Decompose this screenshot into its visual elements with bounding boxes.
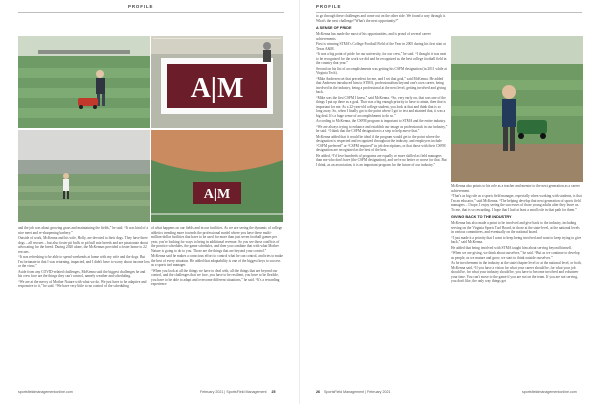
paragraph: and the job was about growing grass and maintaining the fields,” he said. “It was kind of a nice meet and re-sharpening barbery.”	[18, 226, 149, 235]
mower-photo-graphic	[18, 36, 150, 128]
paragraph: McKenna has made the most of his opportunities, and is proud of several career achievements.	[316, 32, 431, 41]
photo-stadium-grounds	[18, 130, 150, 222]
paragraph: He added, “I'd love hundreds of programs are equally or more skilled as field managers than me who don't have (the CSFM designation), and we're no better or worse for that. But I think, as an association, it is an important program for the future of our industry.”	[316, 153, 447, 167]
left-column-2	[151, 226, 283, 388]
running-head: PROFILE	[316, 4, 342, 9]
groundskeeper-photo-graphic	[451, 36, 583, 182]
header-rule	[316, 12, 582, 13]
infield-photo-graphic	[151, 130, 283, 222]
right-column-1	[316, 14, 448, 386]
footer-issue: 26 SportsField Management | February 2021	[316, 390, 391, 394]
page-number: 26	[316, 390, 320, 394]
paragraph: Aside from any COVID-related challenges, McKenna said the biggest challenges he and his crew face are the things they can't control, namely weather and scheduling.	[18, 269, 146, 278]
paragraph: As he involvement in the industry at the state/chapter level or at the national level, or both, McKenna said, “If you have a vision for what your career should be, for what your job should be, for what your industry should be, you have to become involved and volunteer your time. You can't move to the game if you are not on the team. If you are not serving, you don't like, the only way things get	[451, 261, 582, 283]
header-rule	[18, 12, 284, 13]
paragraph: “We are at the mercy of Mother Nature with what we do. We just have to be adaptive and responsive to it,” he said. “We have very little to no control of the scheduling	[18, 279, 147, 288]
footer-magazine: SportsField Management	[324, 390, 365, 394]
section-heading-giving-back: GIVING BACK TO THE INDUSTRY	[451, 215, 512, 219]
paragraph: “When you look at all the things we have to deal with, all the things that are beyond our control, and the challenges that we face, you have to be resilient, you have to be flexible, you have to be able to adapt and overcome different situations,” he said. “It's a rewarding experience	[151, 268, 280, 286]
paragraph: to go through these challenges and come out on the other side. We found a way through it. What's the next challenge? What's the next opportunity?”	[316, 14, 446, 23]
tamu-logo: A|M	[190, 73, 244, 104]
footer-issue-date: February 2021	[367, 390, 391, 394]
running-head: PROFILE	[128, 4, 154, 9]
paragraph: McKenna added that it would be ideal if the program would get to the point where the designation is respected and recognized throughout the industry, and employers include “CSFM preferred” or “CSFM required” in job descriptions, or that those with their CSFM designation are recognized as the best of the best.	[316, 134, 446, 152]
tamu-logo-small: A|M	[203, 187, 231, 202]
footer-url[interactable]: sportsfieldmanagementonline.com	[18, 390, 73, 394]
paragraph: of what happens on our fields and in our facilities. As we are seeing the dynamic of college athletics trending more towards the professional model where you have these multi-million-dollar facilities that have to be used for more than just seven football games per year, you're looking for ways to bring in additional revenue. So you see those conflicts of the practice schedules, the game schedules, and then you combine that with what Mother Nature is going to do to you. Those are the things that are beyond your control.”	[151, 226, 283, 253]
paragraph: “When we are giving, we think about ourselves,” he said. “But as we continue to develop as people, as we mature and grow, we start to think outside ourselves.”	[451, 251, 580, 260]
photo-groundskeeper	[451, 36, 583, 182]
paragraph: He added that being involved with STMA taught him about serving beyond himself.	[451, 245, 573, 250]
photo-field-logo	[151, 36, 283, 128]
page-number: 25	[271, 390, 276, 394]
right-page	[300, 0, 600, 404]
paragraph: McKenna said he makes a conscious effort to control what he can control, and tries to make the best of every situation. He added that adaptability is one of the biggest keys to success as a sports turf manager.	[151, 254, 283, 267]
paragraph: “That's as big role as a sports field manager, especially when working with students, is that I'm an educator,” said McKenna. “The helping develop that next generation of sports field managers – I hope, I enjoy seeing the successes of those young adults after they leave us. To me, that is so rewarding. I hope that I had at least a small role in that path for them.”	[451, 194, 582, 212]
left-column-1	[18, 226, 150, 388]
paragraph: “Mike Andresen set that precedent for me, and I set that goal,” said McKenna. He added that Andresen introduced him to STMA, professionalism beyond one's own career, being involved in the industry, being a professional at the next level, getting involved and giving back.	[316, 76, 446, 94]
stadium-photo-graphic	[18, 130, 150, 222]
footer-issue-date: February 2021	[200, 390, 224, 394]
paragraph: According to McKenna, the CSFM program is important to STMA and the entire industry.	[316, 119, 447, 123]
footer-url[interactable]: sportsfieldmanagementonline.com	[522, 390, 577, 394]
paragraph: “I just made it a priority that I want to keep being involved and want to keep trying to give back,” said McKenna.	[451, 235, 582, 244]
paragraph: First is winning STMA's College Football Field of the Year in 2005 during his first stint at Texas A&M.	[316, 42, 446, 51]
paragraph: “It was refreshing to be able to spend weekends at home with my wife and the dogs. But I'm fortunate in that I was returning, impacted, and I didn't have to worry about income loss or the virus.”	[18, 255, 150, 268]
photo-infield-logo	[151, 130, 283, 222]
paragraph: McKenna also points to his role as a teacher and mentor to the next generation as a career achievement.	[451, 184, 580, 193]
right-column-2	[451, 184, 583, 388]
footer-magazine: SportsField Management	[226, 390, 267, 394]
photo-field-mowing	[18, 36, 150, 128]
paragraph: “Mike was the first CSFM I knew,” said McKenna. “So, very early on, that was one of the things I put up there as a goal. That was a big enough priority to have to attain, then that is important for me. As a 22-year-old college student, you look at that and think that is so long away. So, when I finally got to the point where I got to test and attained that, it was a big deal. It's a huge sense of accomplishment to do so.”	[316, 95, 446, 118]
paragraph: Outside of work, McKenna and his wife, Holly, are devoted to their dogs. They have three dogs – all rescues – but also foster pit bulls or pit bull mix breeds and are passionate about advocating for the breed. During 2020 alone, the McKennas provided a foster home to 22 rescues.	[18, 236, 148, 254]
section-heading-sense-of-pride: A SENSE OF PRIDE	[316, 26, 352, 30]
paragraph: McKenna has also made a point to be involved and give back to the industry, including serving on the Virginia Sports Turf Board, in those at the state-level, at the national levels in various committees, and eventually on the national board.	[451, 221, 580, 234]
logo-turf-graphic	[151, 36, 283, 128]
footer-issue: February 2021 | SportsField Management 25	[200, 390, 276, 394]
paragraph: “We are always trying to enhance and establish our image as professionals in our industry,” he said. “I think that the CSFM designation is a step to help move that.”	[316, 124, 448, 133]
paragraph: Second on his list of accomplishments was getting his CSFM designation (in 2011 while at Virginia Tech).	[316, 66, 447, 75]
paragraph: “It was a big point of pride for our university, for our crew,” he said. “I thought it was neat to be recognized for the work we did and be recognized as the best college football field in the country that year.”	[316, 52, 447, 65]
